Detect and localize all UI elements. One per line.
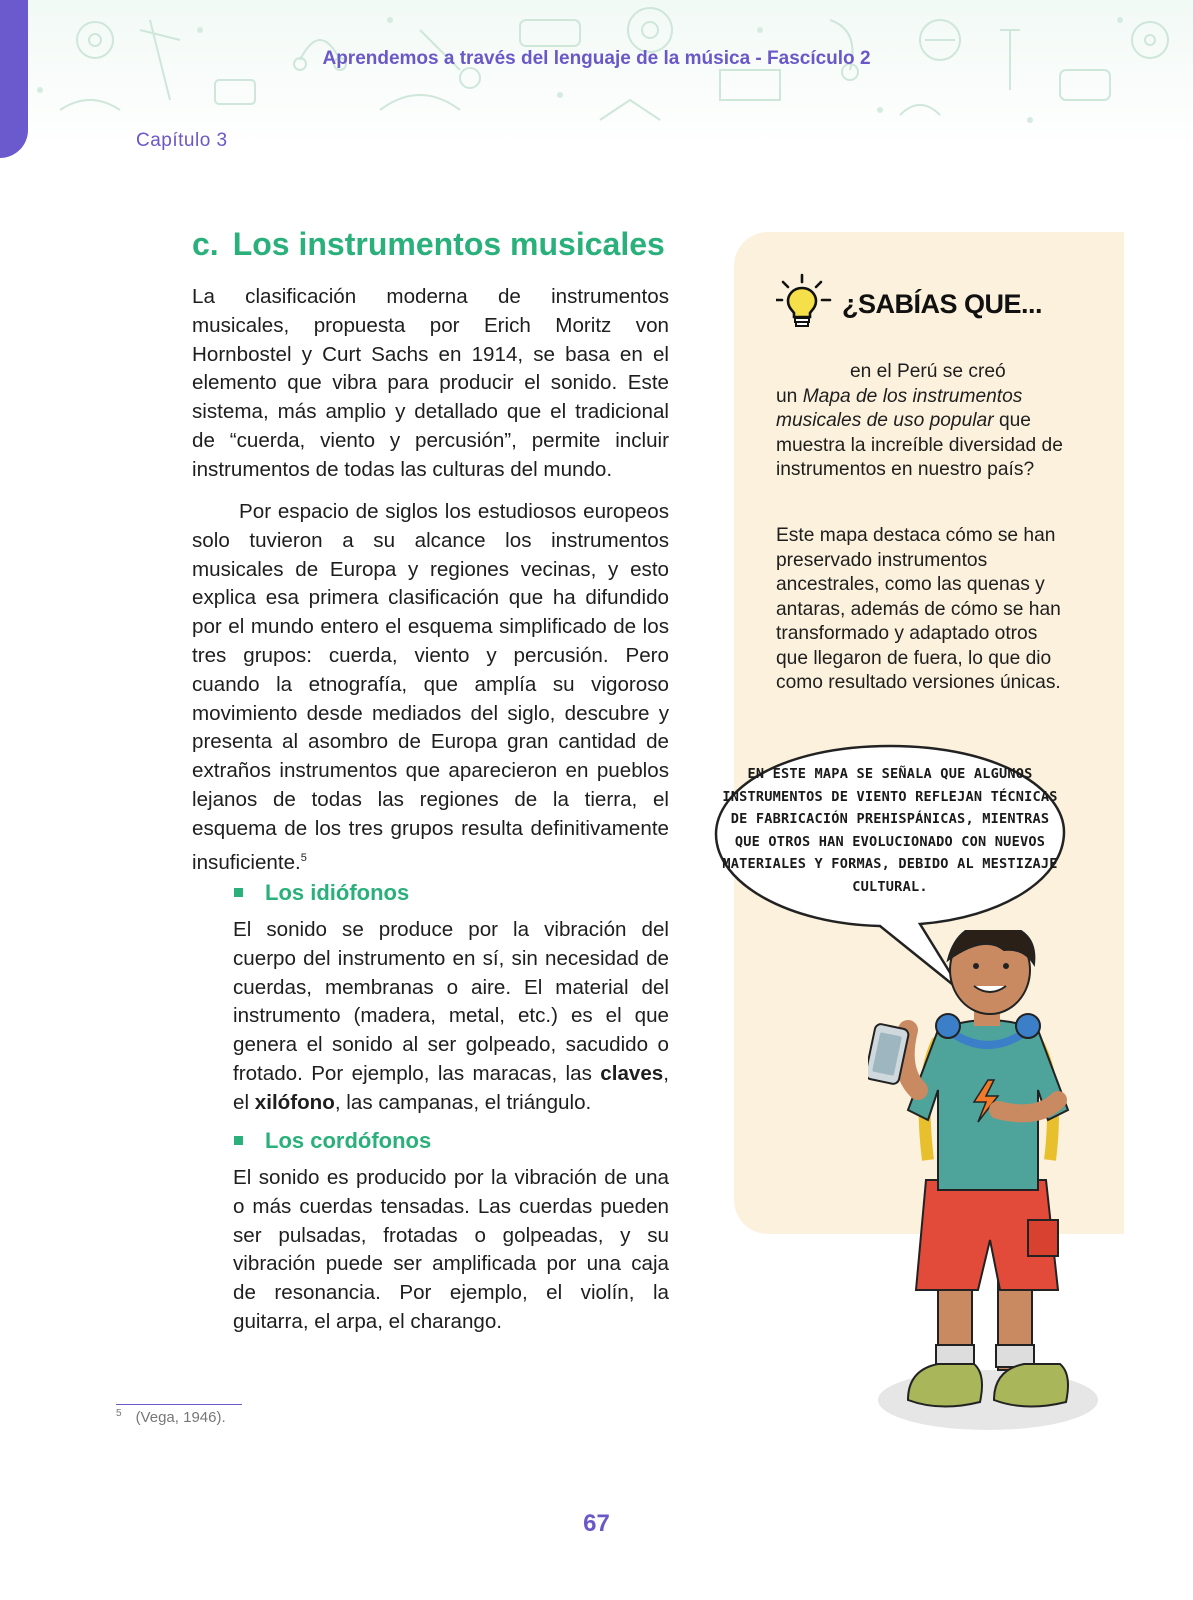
- bullet-square-icon: [234, 888, 243, 897]
- sidebar-question: [776, 360, 1066, 483]
- bullet-heading-idiofonos: [234, 880, 409, 906]
- footnote-divider: [116, 1404, 242, 1405]
- speech-bubble-text: EN ESTE MAPA SE SEÑALA QUE ALGUNOS INSTRUMENTOS DE VIENTO REFLEJAN TÉCNICAS DE FABRICACIÓN PREHISPÁNICAS, MIENTRAS QUE OTROS HAN EVOLUCIONADO CON NUEVOS MATERIALES Y FORMAS, DEBIDO AL MESTIZAJE CULTURAL.: [722, 766, 1058, 895]
- bullet-heading-text: Los cordófonos: [265, 1128, 432, 1153]
- sidebar-line-1: en el Perú se creó: [850, 361, 1006, 382]
- boy-with-phone-illustration: [868, 930, 1098, 1450]
- bullet-heading-text: Los idiófonos: [265, 880, 410, 905]
- chapter-label: Capítulo 3: [136, 130, 228, 151]
- chapter-tab-marker: [0, 0, 28, 158]
- music-doodles-pattern: [0, 0, 1193, 150]
- paragraph-history-text: Por espacio de siglos los estudiosos europeos solo tuvieron a su alcance los instrumentos musicales de Europa y regiones vecinas, y esto explica esa primera clasificación que ha difundido por el mundo entero el esquema simplificado de los tres grupos: cuerda, viento y percusión. Pero cuando la etnografía, que amplía su vigoroso movimiento desde mediados del siglo, descubre y presenta al asombro de Europa gran cantidad de extraños instrumentos que aparecieron en pueblos lejanos de todas las regiones de la tierra, el esquema de los tres grupos resulta definitivamente insuficiente.: [192, 500, 669, 874]
- text-run: un: [776, 385, 803, 407]
- page-number: 67: [583, 1510, 610, 1537]
- bold-term-claves: claves: [600, 1061, 664, 1085]
- section-title-text: Los instrumentos musicales: [232, 226, 665, 262]
- footnote-text: (Vega, 1946).: [135, 1409, 226, 1426]
- bullet-heading-cordofonos: [234, 1128, 431, 1154]
- bold-term-xilofono: xilófono: [254, 1090, 335, 1114]
- paragraph-history: [192, 498, 669, 877]
- running-title: Aprendemos a través del lenguaje de la música - Fascículo 2: [322, 48, 871, 69]
- paragraph-cordofonos: El sonido es producido por la vibración de una o más cuerdas tensadas. Las cuerdas pueden ser pulsadas, frotadas o golpeadas, y su vibración puede ser amplificada por una caja de resonancia. Por ejemplo, el violín, la guitarra, el arpa, el charango.: [233, 1166, 669, 1333]
- footnote-number: 5: [116, 1408, 122, 1419]
- lightbulb-icon: [776, 272, 836, 330]
- header-decoration: [0, 0, 1193, 150]
- text-run: , las campanas, el triángulo.: [334, 1090, 592, 1114]
- paragraph-intro: La clasificación moderna de instrumentos musicales, propuesta por Erich Moritz von Hornbostel y Curt Sachs en 1914, se basa en el elemento que vibra para producir el sonido. Este sistema, más amplio y detallado que el tradicional de “cuerda, viento y percusión”, permite incluir instrumentos de todas las culturas del mundo.: [192, 285, 669, 481]
- sidebar-title: ¿SABÍAS QUE...: [842, 289, 1043, 319]
- sidebar-line-3: que muestra la increíble diversidad de instrumentos en nuestro país?: [776, 410, 1063, 480]
- text-run: El sonido se produce por la vibración del cuerpo del instrumento en sí, sin necesidad de cuerdas, membranas o aire. El material del instrumento (madera, metal, etc.) es el que genera el sonido al ser golpeado, sacudido o frotado. Por ejemplo, las maracas, las: [233, 918, 669, 1085]
- section-letter: c.: [192, 226, 219, 262]
- map-title-italic: Mapa de los instrumentos musicales de uso popular: [776, 385, 1023, 431]
- footnote-ref: 5: [300, 851, 307, 864]
- sidebar-paragraph: Este mapa destaca cómo se han preservado instrumentos ancestrales, como las quenas y antaras, además de cómo se han transformado y adaptado otros que llegaron de fuera, lo que dio como resultado versiones únicas.: [776, 525, 1061, 693]
- section-title: [192, 226, 665, 263]
- footnote: [116, 1408, 226, 1426]
- paragraph-idiofonos: [233, 916, 669, 1118]
- text-run: , el: [233, 1061, 669, 1114]
- bullet-square-icon: [234, 1136, 243, 1145]
